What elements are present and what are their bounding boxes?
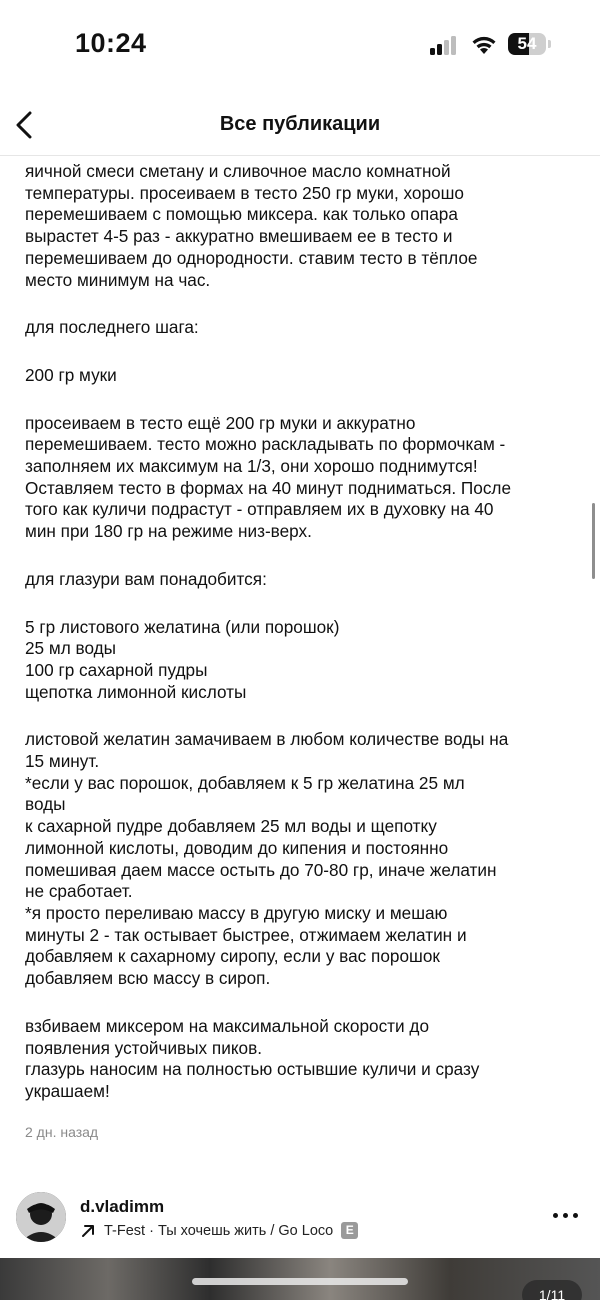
arrow-up-right-icon <box>80 1223 96 1239</box>
media-scrub-handle[interactable] <box>192 1278 408 1285</box>
signal-bar <box>430 48 435 55</box>
avatar[interactable] <box>16 1192 66 1242</box>
dot <box>573 1213 578 1218</box>
status-time: 10:24 <box>75 28 147 58</box>
media-counter: 1/11 <box>522 1280 582 1300</box>
status-bar <box>0 0 600 90</box>
post-timestamp[interactable]: 2 дн. назад <box>25 1123 99 1140</box>
caption-paragraph: для последнего шага: <box>25 317 199 338</box>
navigation-bar <box>0 95 600 156</box>
post-caption <box>25 161 585 1143</box>
user-photo-icon <box>16 1192 66 1242</box>
caption-paragraph: 200 гр муки <box>25 364 117 385</box>
dot <box>553 1213 558 1218</box>
music-attribution[interactable] <box>80 1222 358 1239</box>
battery-percentage: 54 <box>517 34 537 53</box>
caption-paragraph: яичной смеси сметану и сливочное масло комнатной температуры. просеиваем в тесто 250 гр муки, хорошо перемешиваем с помощью миксера. как только опара вырастет 4-5 раз - аккуратно вмешиваем ее в тесто и перемешиваем до однородности. ставим тесто в тёплое место минимум на час. <box>25 161 478 290</box>
explicit-badge: E <box>341 1222 358 1239</box>
wifi-icon <box>470 33 498 55</box>
caption-paragraph: просеиваем в тесто ещё 200 гр муки и аккуратно перемешиваем. тесто можно раскладывать по формочкам - заполняем их максимум на 1/3, они хорошо поднимутся! Оставляем тесто в формах на 40 минут подниматься. После того как куличи подрастут - отправляем их в духовку на 40 мин при 180 гр на режиме низ-верх. <box>25 412 512 542</box>
scrollbar[interactable] <box>592 503 595 579</box>
caption-paragraph: 5 гр листового желатина (или порошок) 25 мл воды 100 гр сахарной пудры щепотка лимонной кислоты <box>25 616 340 702</box>
signal-bar <box>451 36 456 55</box>
caption-paragraph: для глазури вам понадобится: <box>25 568 267 589</box>
signal-bar <box>444 40 449 55</box>
post-header <box>0 1188 600 1252</box>
post-media[interactable] <box>0 1258 600 1300</box>
post-username[interactable]: d.vladimm <box>80 1197 165 1216</box>
signal-bar <box>437 44 442 55</box>
music-track: T-Fest · Ты хочешь жить / Go Loco <box>104 1222 334 1239</box>
caption-paragraph: листовой желатин замачиваем в любом количестве воды на 15 минут. *если у вас порошок, добавляем к 5 гр желатина 25 мл воды к сахарной пудре добавляем 25 мл воды и щепотку лимонной кислоты, доводим до кипения и постоянно помешивая даем массе остыть до 70-80 гр, иначе желатин не сработает. *я просто переливаю массу в другую миску и мешаю минуты 2 - так остывает быстрее, отжимаем желатин и добавляем к сахарному сиропу, если у вас порошок добавляем всю массу в сироп. <box>25 729 509 989</box>
battery-icon <box>508 33 546 55</box>
cellular-signal-icon <box>430 35 460 55</box>
caption-paragraph: взбиваем миксером на максимальной скорости до появления устойчивых пиков. глазурь наносим на полностью остывшие куличи и сразу украшаем! <box>25 1015 480 1101</box>
more-options-button[interactable] <box>552 1210 580 1222</box>
page-title: Все публикации <box>219 113 381 135</box>
dot <box>563 1213 568 1218</box>
battery-cap <box>548 40 551 48</box>
